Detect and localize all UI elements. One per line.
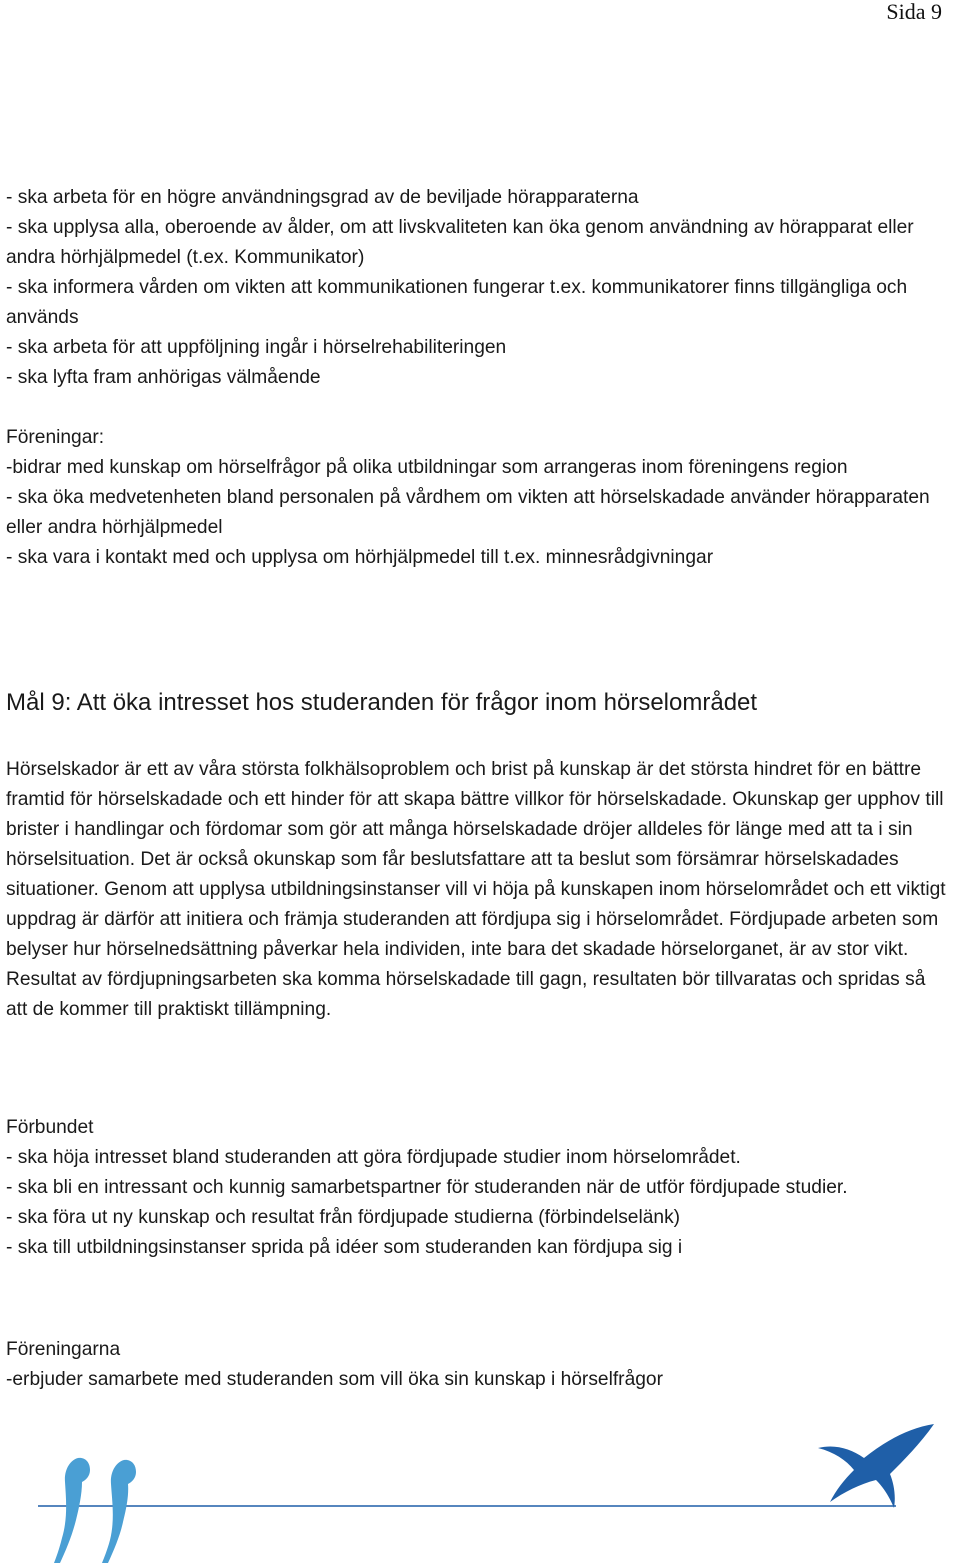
goal-heading: Mål 9: Att öka intresset hos studeranden för frågor inom hörselområdet	[6, 689, 758, 716]
forbundet-line: - ska föra ut ny kunskap och resultat från fördjupade studierna (förbindelselänk)	[6, 1207, 681, 1228]
section-heading: Förbundet	[6, 1117, 94, 1138]
foreningar-line: - ska vara i kontakt med och upplysa om hörhjälpmedel till t.ex. minnesrådgivningar	[6, 547, 714, 568]
flying-swallow-icon	[818, 1424, 934, 1508]
foreningarna-section	[6, 1335, 952, 1395]
section-heading: Föreningarna	[6, 1339, 121, 1360]
swallow-left-icon	[54, 1458, 90, 1563]
foreningar-line: - ska öka medvetenheten bland personalen på vårdhem om vikten att hörselskadade använder hörapparaten eller andra hörhjälpmedel	[6, 487, 930, 538]
page-number: Sida 9	[886, 0, 942, 24]
intro-line: - ska upplysa alla, oberoende av ålder, om att livskvaliteten kan öka genom användning av hörapparat eller andra hörhjälpmedel (t.ex. Kommunikator)	[6, 217, 914, 268]
goal-body-paragraph: Hörselskador är ett av våra största folkhälsoproblem och brist på kunskap är det största hindret för en bättre framtid för hörselskadade och ett hinder för att skapa bättre villkor för hörselskadade. Okunskap ger upphov till brister i handlingar och fördomar som gör att många hörselskadade dröjer alldeles för länge med att ta i sin hörselsituation. Det är också okunskap som får beslutsfattare att ta beslut som försämrar hörselskadades situationer. Genom att upplysa utbildningsinstanser vill vi höja på kunskapen inom hörselområdet och ett viktigt uppdrag är därför att initiera och främja studeranden att fördjupa sig i hörselområdet. Fördjupade arbeten som belyser hur hörselnedsättning påverkar hela individen, inte bara det skadade hörselorganet, är av stor vikt. Resultat av fördjupningsarbeten ska komma hörselskadade till gagn, resultaten bör tillvaratas och spridas så att de kommer till praktiskt tillämpning.	[6, 759, 946, 1020]
foreningarna-line: -erbjuder samarbete med studeranden som vill öka sin kunskap i hörselfrågor	[6, 1369, 663, 1390]
forbundet-line: - ska bli en intressant och kunnig samarbetspartner för studeranden när de utför fördjupade studier.	[6, 1177, 848, 1198]
section-heading: Föreningar:	[6, 427, 105, 448]
intro-line: - ska arbeta för en högre användningsgrad av de beviljade hörapparaterna	[6, 187, 639, 208]
intro-line: - ska lyfta fram anhörigas välmående	[6, 367, 321, 388]
intro-line: - ska informera vården om vikten att kommunikationen fungerar t.ex. kommunikatorer finns tillgängliga och används	[6, 277, 908, 328]
intro-section	[6, 183, 952, 393]
forbundet-section	[6, 1113, 952, 1263]
foreningar-section	[6, 423, 952, 573]
foreningar-line: -bidrar med kunskap om hörselfrågor på olika utbildningar som arrangeras inom föreningens region	[6, 457, 848, 478]
forbundet-line: - ska höja intresset bland studeranden att göra fördjupade studier inom hörselområdet.	[6, 1147, 741, 1168]
swallows-logo-icon	[38, 1418, 934, 1563]
goal-body-section	[6, 755, 952, 1025]
forbundet-line: - ska till utbildningsinstanser sprida på idéer som studeranden kan fördjupa sig i	[6, 1237, 683, 1258]
swallow-right-icon	[102, 1460, 136, 1563]
intro-line: - ska arbeta för att uppföljning ingår i hörselrehabiliteringen	[6, 337, 507, 358]
